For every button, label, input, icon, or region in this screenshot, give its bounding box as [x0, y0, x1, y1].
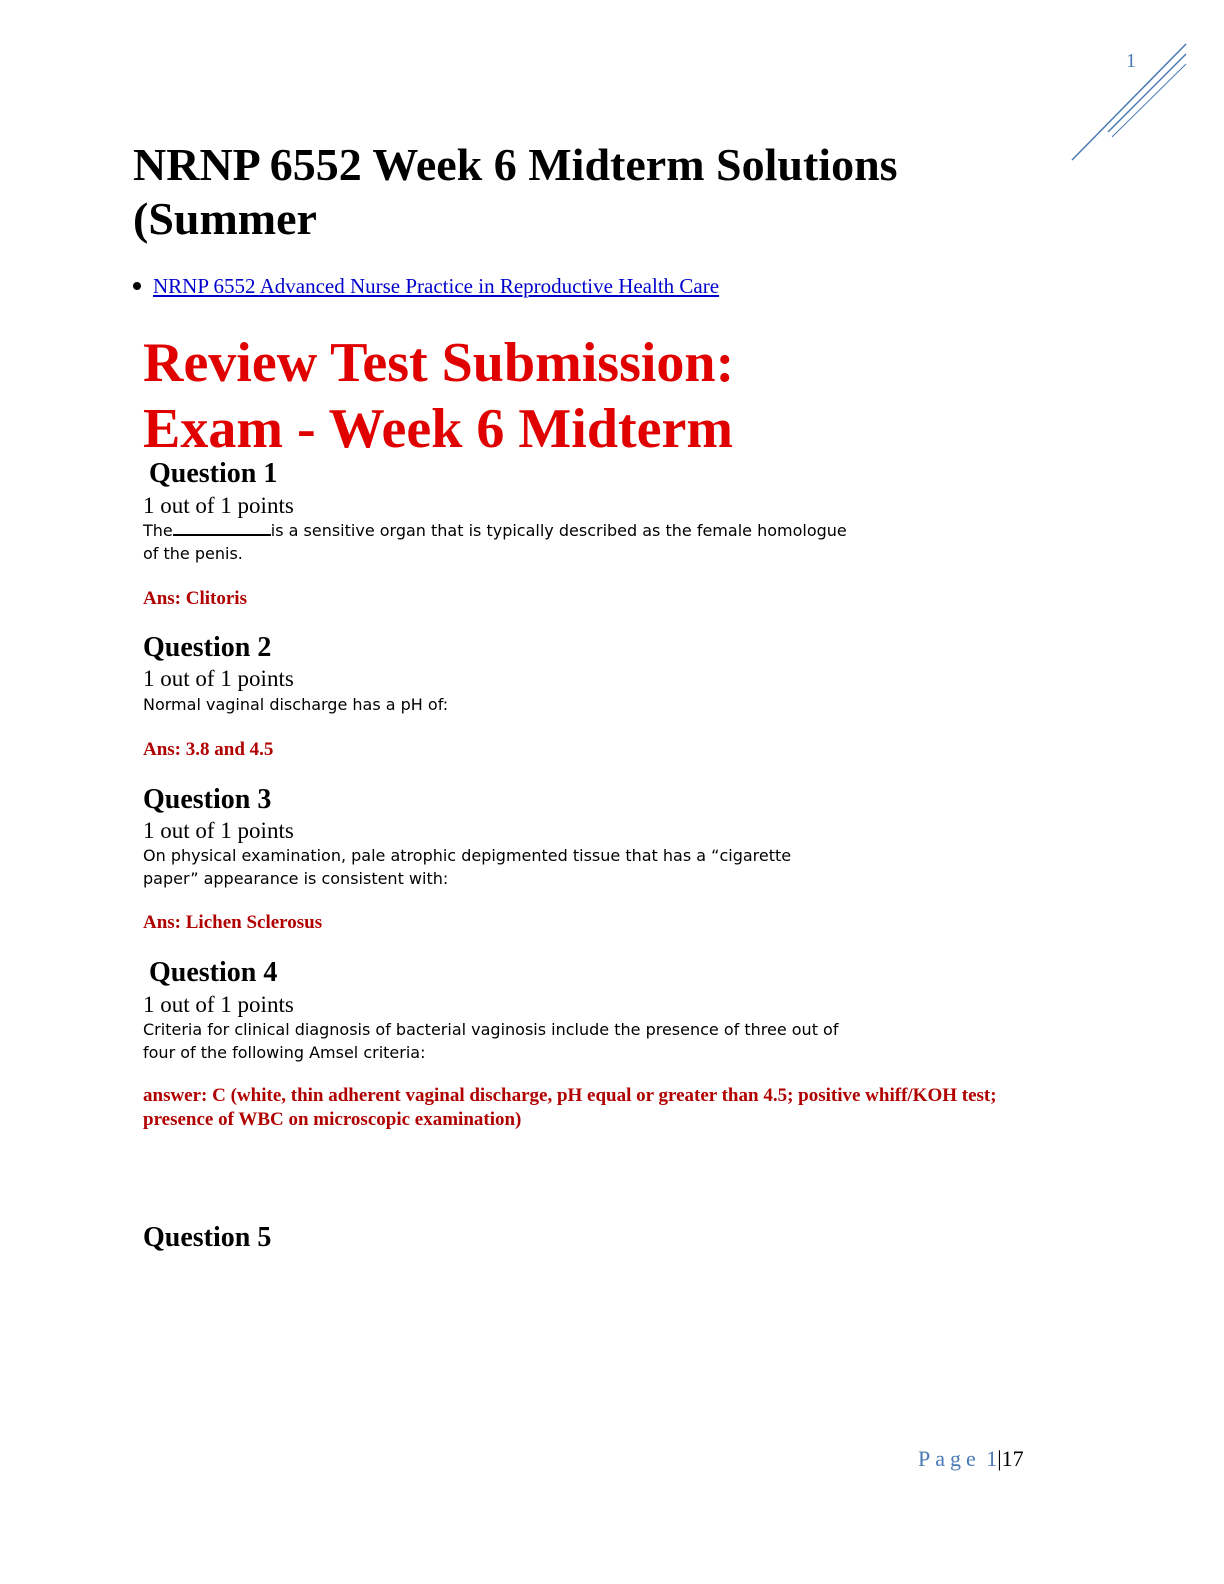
answer-blank [173, 520, 271, 536]
course-link[interactable]: NRNP 6552 Advanced Nurse Practice in Reproductive Health Care [153, 274, 720, 298]
question-heading: Question 3 [143, 784, 272, 815]
question-heading: Question 1 [149, 458, 278, 489]
question-text: On physical examination, pale atrophic depigmented tissue that has a “cigarette paper” appearance is consistent with: [143, 846, 792, 888]
question-text [143, 519, 863, 565]
question-points: 1 out of 1 points [143, 493, 294, 518]
course-link-row [133, 274, 719, 299]
question-answer: answer: C (white, thin adherent vaginal discharge, pH equal or greater than 4.5; positive whiff/KOH test; presence of WBC on microscopic examination) [143, 1085, 997, 1130]
page-footer [918, 1446, 1024, 1472]
question-answer: Ans: Lichen Sclerosus [143, 912, 323, 933]
footer-separator: | [997, 1446, 1002, 1471]
bullet-icon [133, 282, 141, 290]
question-heading: Question 5 [143, 1222, 272, 1253]
question-text: Normal vaginal discharge has a pH of: [143, 695, 449, 714]
question-text: Criteria for clinical diagnosis of bacterial vaginosis include the presence of three out of four of the following Amsel criteria: [143, 1020, 839, 1062]
question-heading: Question 4 [149, 957, 278, 988]
question-text-before: The [143, 521, 173, 540]
footer-page-word: Page [918, 1446, 981, 1471]
question-heading: Question 2 [143, 632, 272, 663]
corner-decoration-lines [1060, 40, 1190, 165]
question-answer: Ans: 3.8 and 4.5 [143, 739, 274, 760]
document-title-line2: (Summer [133, 193, 317, 244]
review-heading-line1: Review Test Submission: [143, 332, 735, 394]
question-points: 1 out of 1 points [143, 992, 294, 1017]
review-heading-line2: Exam - Week 6 Midterm [143, 398, 733, 460]
question-points: 1 out of 1 points [143, 666, 294, 691]
question-points: 1 out of 1 points [143, 818, 294, 843]
document-title [133, 138, 973, 246]
corner-page-number: 1 [1126, 50, 1136, 72]
document-title-line1: NRNP 6552 Week 6 Midterm Solutions [133, 139, 898, 190]
footer-current-page: 1 [986, 1446, 998, 1471]
review-heading [143, 330, 734, 462]
question-text-after: is a sensitive organ that is typically described as the female homologue of the penis. [143, 521, 847, 563]
footer-total-pages: 17 [1001, 1446, 1024, 1471]
question-answer: Ans: Clitoris [143, 588, 247, 609]
